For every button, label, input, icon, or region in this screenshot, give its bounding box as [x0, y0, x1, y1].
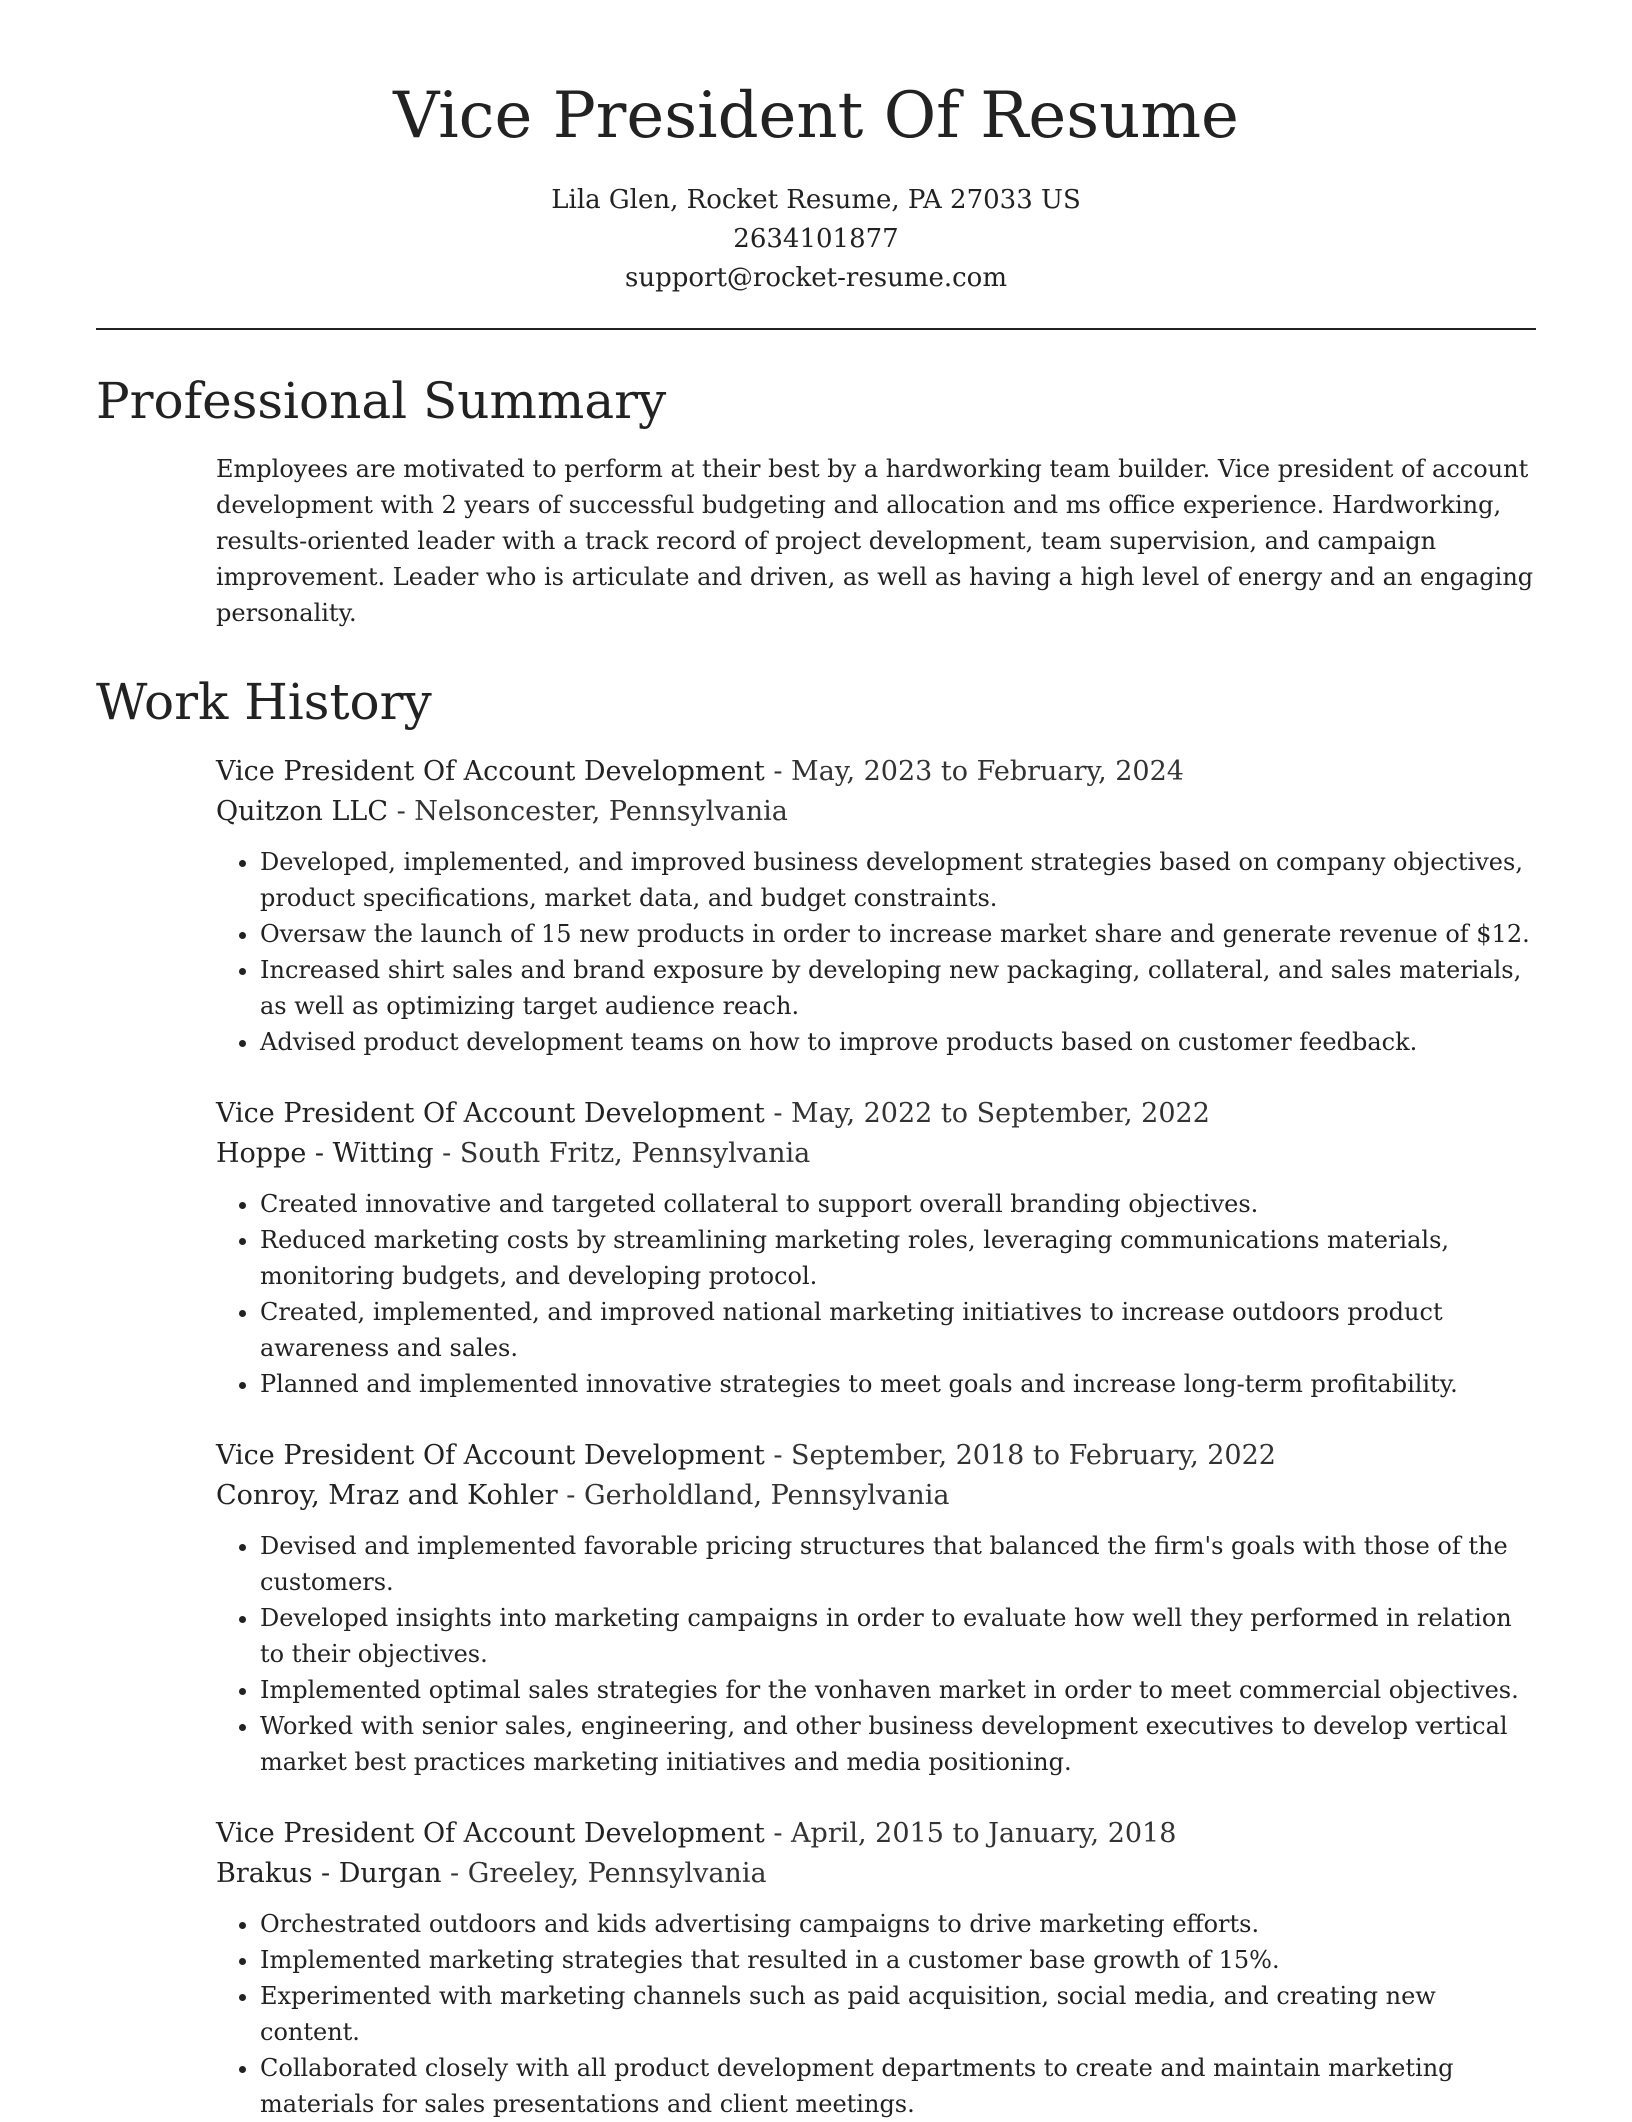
- job-company-line: [216, 792, 1536, 832]
- job-dates: April, 2015 to January, 2018: [791, 1817, 1177, 1849]
- job-bullet: • Created, implemented, and improved national marketing initiatives to increase outdoors product awareness and sales.: [260, 1294, 1536, 1366]
- job-company-line: [216, 1134, 1536, 1174]
- job-company: Brakus - Durgan: [216, 1857, 442, 1889]
- job-entry: [216, 1094, 1536, 1402]
- job-bullet: • Oversaw the launch of 15 new products in order to increase market share and generate revenue of $12.: [260, 916, 1536, 952]
- job-entry: [216, 1814, 1536, 2122]
- job-location: Nelsoncester, Pennsylvania: [414, 795, 788, 827]
- job-bullets: [216, 1186, 1536, 1402]
- job-bullet: • Devised and implemented favorable pricing structures that balanced the firm's goals with those of the customers.: [260, 1528, 1536, 1600]
- job-company-line: [216, 1854, 1536, 1894]
- job-bullet: • Developed insights into marketing campaigns in order to evaluate how well they performed in relation to their objectives.: [260, 1600, 1536, 1672]
- job-bullet: • Implemented marketing strategies that resulted in a customer base growth of 15%.: [260, 1942, 1536, 1978]
- job-title-line: [216, 752, 1536, 792]
- work-history-list: [96, 752, 1536, 2122]
- job-location: South Fritz, Pennsylvania: [459, 1137, 811, 1169]
- job-location: Greeley, Pennsylvania: [467, 1857, 767, 1889]
- job-bullet: • Created innovative and targeted collateral to support overall branding objectives.: [260, 1186, 1536, 1222]
- contact-address: Lila Glen, Rocket Resume, PA 27033 US: [551, 184, 1081, 215]
- job-separator: -: [764, 755, 792, 787]
- job-title: Vice President Of Account Development: [216, 1817, 765, 1849]
- job-company: Quitzon LLC: [216, 795, 388, 827]
- job-bullet: • Reduced marketing costs by streamlining marketing roles, leveraging communications materials, monitoring budgets, and developing protocol.: [260, 1222, 1536, 1294]
- job-location: Gerholdland, Pennsylvania: [584, 1479, 950, 1511]
- job-bullets: [216, 844, 1536, 1060]
- job-title-line: [216, 1094, 1536, 1134]
- job-company: Hoppe - Witting: [216, 1137, 434, 1169]
- header-divider: [96, 328, 1536, 330]
- job-company: Conroy, Mraz and Kohler: [216, 1479, 558, 1511]
- job-bullet: • Experimented with marketing channels such as paid acquisition, social media, and creating new content.: [260, 1978, 1536, 2050]
- job-separator: -: [441, 1857, 468, 1889]
- job-separator: -: [764, 1439, 792, 1471]
- job-bullet: • Advised product development teams on how to improve products based on customer feedback.: [260, 1024, 1536, 1060]
- resume-name: Vice President Of Resume: [393, 79, 1239, 153]
- job-bullet: • Worked with senior sales, engineering, and other business development executives to develop vertical market best practices marketing initiatives and media positioning.: [260, 1708, 1536, 1780]
- summary-heading: Professional Summary: [96, 371, 667, 430]
- job-title-line: [216, 1436, 1536, 1476]
- contact-phone: 2634101877: [733, 223, 899, 254]
- job-title: Vice President Of Account Development: [216, 755, 765, 787]
- work-history-heading: Work History: [96, 672, 432, 731]
- job-company-line: [216, 1476, 1536, 1516]
- job-bullet: • Developed, implemented, and improved business development strategies based on company objectives, product specifications, market data, and budget constraints.: [260, 844, 1536, 916]
- job-dates: May, 2022 to September, 2022: [791, 1097, 1210, 1129]
- job-bullet: • Implemented optimal sales strategies for the vonhaven market in order to meet commercial objectives.: [260, 1672, 1536, 1708]
- job-bullet: • Planned and implemented innovative strategies to meet goals and increase long-term profitability.: [260, 1366, 1536, 1402]
- job-entry: [216, 1436, 1536, 1780]
- job-separator: -: [433, 1137, 460, 1169]
- summary-text: Employees are motivated to perform at their best by a hardworking team builder. Vice president of account development with 2 years of successful budgeting and allocation and ms office experience. Hardworking, results-oriented leader with a track record of project development, team supervision, and campaign improvement. Leader who is articulate and driven, as well as having a high level of energy and an engaging personality.: [216, 454, 1534, 627]
- job-entry: [216, 752, 1536, 1060]
- job-title-line: [216, 1814, 1536, 1854]
- job-separator: -: [764, 1817, 792, 1849]
- job-title: Vice President Of Account Development: [216, 1097, 765, 1129]
- job-bullet: • Orchestrated outdoors and kids advertising campaigns to drive marketing efforts.: [260, 1906, 1536, 1942]
- contact-block: [96, 181, 1536, 298]
- resume-header: [96, 0, 1536, 298]
- job-separator: -: [557, 1479, 585, 1511]
- job-separator: -: [387, 795, 415, 827]
- job-bullets: [216, 1528, 1536, 1780]
- job-dates: May, 2023 to February, 2024: [791, 755, 1184, 787]
- job-dates: September, 2018 to February, 2022: [791, 1439, 1276, 1471]
- job-bullets: [216, 1906, 1536, 2122]
- job-separator: -: [764, 1097, 792, 1129]
- contact-email: support@rocket-resume.com: [624, 262, 1007, 293]
- job-bullet: • Collaborated closely with all product development departments to create and maintain marketing materials for sales presentations and client meetings.: [260, 2050, 1536, 2122]
- job-title: Vice President Of Account Development: [216, 1439, 765, 1471]
- job-bullet: • Increased shirt sales and brand exposure by developing new packaging, collateral, and sales materials, as well as optimizing target audience reach.: [260, 952, 1536, 1024]
